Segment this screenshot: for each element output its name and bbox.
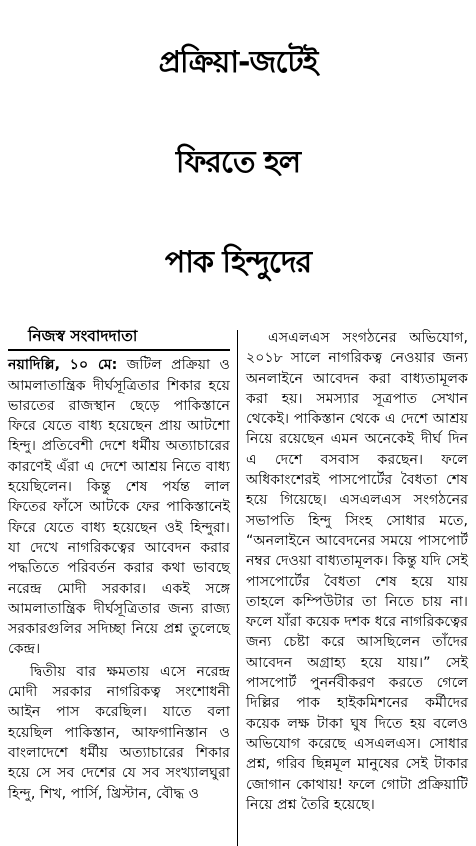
- article-paragraph: [8, 355, 230, 659]
- article-paragraph: এসএলএস সংগঠনের অভিযোগ, ২০১৮ সালে নাগরিকত্ব নেওয়ার জন্য অনলাইনে আবেদন করা বাধ্যতামূলক করা হয়। সমস্যার সূত্রপাত সেখান থেকেই। পাকিস্তান থেকে এ দেশে আশ্রয় নিয়ে রয়েছেন এমন অনেকেই দীর্ঘ দিন এ দেশে বসবাস করছেন। ফলে অধিকাংশেরই পাসপোর্টের বৈধতা শেষ হয়ে গিয়েছে। এসএলএস সংগঠনের সভাপতি হিন্দু সিংহ সোধার মতে, “অনলাইনে আবেদনের সময়ে পাসপোর্ট নম্বর দেওয়া বাধ্যতামূলক। কিন্তু যদি সেই পাসপোর্টের বৈধতা শেষ হয়ে যায় তাহলে কম্পিউটার তা নিতে চায় না। ফলে যাঁরা কয়েক দশক ধরে নাগরিকত্বের জন্য চেষ্টা করে আসছিলেন তাঁদের আবেদন অগ্রাহ্য হয়ে যায়।” সেই পাসপোর্ট পুনর্নবীকরণ করতে গেলে দিল্লির পাক হাইকমিশনের কর্মীদের কয়েক লক্ষ টাকা ঘুষ দিতে হয় বলেও অভিযোগ করেছে এসএলএস। সোধার প্রশ্ন, গরিব ছিন্নমূল মানুষের সেই টাকার জোগান কোথায়! ফলে গোটা প্রক্রিয়াটি নিয়ে প্রশ্ন তৈরি হয়েছে।: [246, 330, 468, 813]
- dateline: নয়াদিল্লি, ১০ মে:: [8, 357, 118, 374]
- headline-line-3: পাক হিন্দুদের: [164, 245, 312, 280]
- article-paragraph: দ্বিতীয় বার ক্ষমতায় এসে নরেন্দ্র মোদী সরকার নাগরিকত্ব সংশোধনী আইন পাস করেছিল। যাতে বলা হয়েছিল পাকিস্তান, আফগানিস্তান ও বাংলাদেশে ধর্মীয় অত্যাচারের শিকার হয়ে সে সব দেশের যে সব সংখ্যালঘুরা হিন্দু, শিখ, পার্সি, খ্রিস্টান, বৌদ্ধ ও: [8, 663, 230, 802]
- headline-line-2: ফিরতে হল: [175, 145, 301, 180]
- headline-line-1: প্রক্রিয়া-জটেই: [158, 45, 318, 80]
- article-column-left: [8, 326, 230, 804]
- paragraph-text: জটিল প্রক্রিয়া ও আমলাতান্ত্রিক দীর্ঘসূত্রিতার শিকার হয়ে ভারতের রাজস্থান ছেড়ে পাকিস্তানে ফিরে যেতে বাধ্য হয়েছেন প্রায় আটশো হিন্দু। প্রতিবেশী দেশে ধর্মীয় অত্যাচারের কারণেই এঁরা এ দেশে আশ্রয় নিতে বাধ্য হয়েছিলেন। কিন্তু শেষ পর্যন্ত লাল ফিতের ফাঁসে আটকে ফের পাকিস্তানেই ফিরে যেতে বাধ্য হয়েছেন ওই হিন্দুরা। যা দেখে নাগরিকত্বের আবেদন করার পদ্ধতিতে পরিবর্তন করার কথা ভাবছে নরেন্দ্র মোদী সরকার। একই সঙ্গে আমলাতান্ত্রিক দীর্ঘসূত্রিতার জন্য রাজ্য সরকারগুলির সদিচ্ছা নিয়ে প্রশ্ন তুলেছে কেন্দ্র।: [8, 357, 230, 658]
- column-divider: [237, 330, 238, 846]
- headline: [0, 0, 476, 312]
- byline: নিজস্ব সংবাদদাতা: [8, 326, 230, 351]
- article-column-right: [246, 326, 468, 815]
